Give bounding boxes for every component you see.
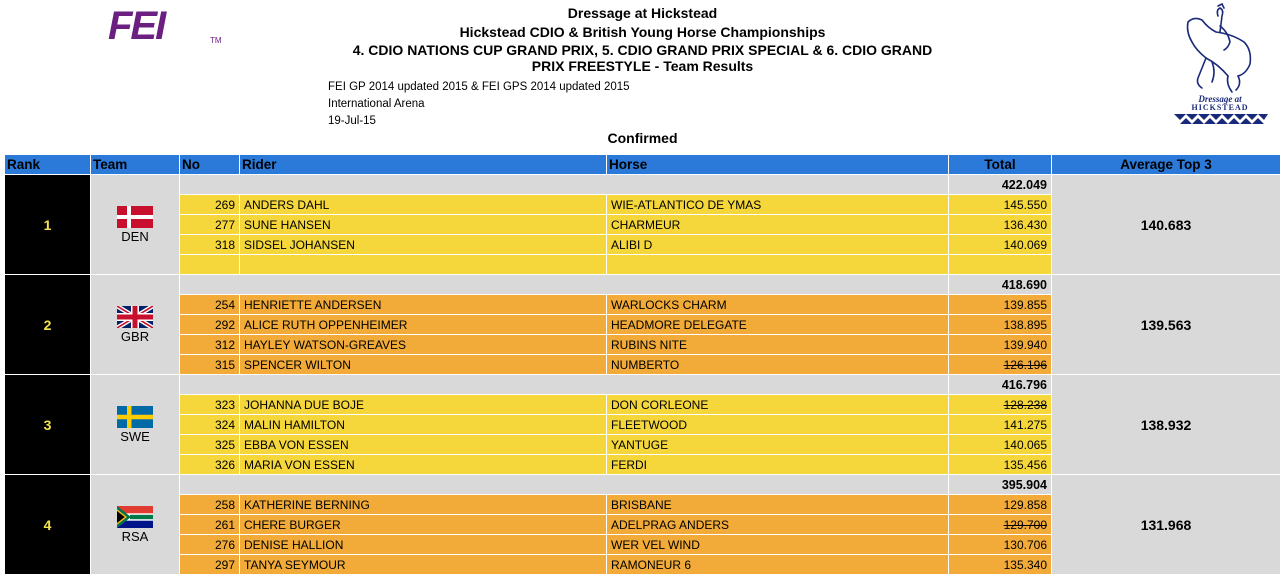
rider-total: 128.238 bbox=[949, 395, 1052, 415]
rider-number: 326 bbox=[180, 455, 240, 475]
horse-name: FERDI bbox=[607, 455, 949, 475]
rider-number: 258 bbox=[180, 495, 240, 515]
event-name-title: Hickstead CDIO & British Young Horse Championships bbox=[300, 23, 985, 42]
rank-cell: 2 bbox=[5, 275, 91, 375]
team-summary-row bbox=[5, 375, 1280, 395]
rider-total: 139.855 bbox=[949, 295, 1052, 315]
team-summary-row bbox=[5, 275, 1280, 295]
col-horse-header: Horse bbox=[607, 155, 949, 175]
team-total: 416.796 bbox=[949, 375, 1052, 395]
trademark-mark: TM bbox=[210, 36, 222, 45]
horse-name: ALIBI D bbox=[607, 235, 949, 255]
rider-number: 325 bbox=[180, 435, 240, 455]
rider-name: MARIA VON ESSEN bbox=[240, 455, 607, 475]
denmark-flag-icon bbox=[117, 206, 153, 228]
arena-name: International Arena bbox=[328, 96, 630, 113]
rider-number: 297 bbox=[180, 555, 240, 575]
rider-number: 269 bbox=[180, 195, 240, 215]
team-summary-blank bbox=[180, 475, 949, 495]
horse-name: BRISBANE bbox=[607, 495, 949, 515]
rider-name: JOHANNA DUE BOJE bbox=[240, 395, 607, 415]
rider-number: 315 bbox=[180, 355, 240, 375]
rider-total: 145.550 bbox=[949, 195, 1052, 215]
rider-total: 141.275 bbox=[949, 415, 1052, 435]
rider-number: 261 bbox=[180, 515, 240, 535]
average-top3: 131.968 bbox=[1052, 475, 1280, 575]
rider-number: 276 bbox=[180, 535, 240, 555]
col-rider-header: Rider bbox=[240, 155, 607, 175]
horse-name: WARLOCKS CHARM bbox=[607, 295, 949, 315]
rider-total: 139.940 bbox=[949, 335, 1052, 355]
rank-cell: 1 bbox=[5, 175, 91, 275]
team-code: GBR bbox=[95, 329, 175, 344]
horse-name: YANTUGE bbox=[607, 435, 949, 455]
sweden-flag-icon bbox=[117, 406, 153, 428]
horse-name: NUMBERTO bbox=[607, 355, 949, 375]
col-average-header: Average Top 3 bbox=[1052, 155, 1280, 175]
competition-title-line1: 4. CDIO NATIONS CUP GRAND PRIX, 5. CDIO GRAND PRIX SPECIAL & 6. CDIO GRAND bbox=[300, 42, 985, 58]
horse-name: RUBINS NITE bbox=[607, 335, 949, 355]
rider-total: 130.706 bbox=[949, 535, 1052, 555]
rider-number: 324 bbox=[180, 415, 240, 435]
rider-total bbox=[949, 255, 1052, 275]
hickstead-logo bbox=[1172, 2, 1268, 126]
horse-name: HEADMORE DELEGATE bbox=[607, 315, 949, 335]
rider-total: 138.895 bbox=[949, 315, 1052, 335]
fei-logo bbox=[108, 8, 220, 48]
south-africa-flag-icon bbox=[117, 506, 153, 528]
team-summary-row bbox=[5, 475, 1280, 495]
rider-name: ANDERS DAHL bbox=[240, 195, 607, 215]
team-code: SWE bbox=[95, 429, 175, 444]
competition-title-line2: PRIX FREESTYLE - Team Results bbox=[300, 58, 985, 74]
horse-name bbox=[607, 255, 949, 275]
rider-name: EBBA VON ESSEN bbox=[240, 435, 607, 455]
col-no-header: No bbox=[180, 155, 240, 175]
rider-total: 140.065 bbox=[949, 435, 1052, 455]
event-date: 19-Jul-15 bbox=[328, 113, 630, 130]
rank-cell: 3 bbox=[5, 375, 91, 475]
rider-number: 277 bbox=[180, 215, 240, 235]
rider-name: CHERE BURGER bbox=[240, 515, 607, 535]
team-summary-blank bbox=[180, 275, 949, 295]
rider-total: 135.340 bbox=[949, 555, 1052, 575]
team-cell bbox=[91, 275, 180, 375]
team-summary-blank bbox=[180, 175, 949, 195]
team-code: RSA bbox=[95, 529, 175, 544]
rider-name: ALICE RUTH OPPENHEIMER bbox=[240, 315, 607, 335]
rider-name: DENISE HALLION bbox=[240, 535, 607, 555]
rider-total: 129.700 bbox=[949, 515, 1052, 535]
team-cell bbox=[91, 175, 180, 275]
rider-total: 129.858 bbox=[949, 495, 1052, 515]
event-venue-title: Dressage at Hickstead bbox=[300, 4, 985, 23]
results-table bbox=[4, 154, 1280, 575]
team-cell bbox=[91, 375, 180, 475]
rider-number: 254 bbox=[180, 295, 240, 315]
horse-name: WER VEL WIND bbox=[607, 535, 949, 555]
rider-name: SPENCER WILTON bbox=[240, 355, 607, 375]
average-top3: 138.932 bbox=[1052, 375, 1280, 475]
team-summary-blank bbox=[180, 375, 949, 395]
rider-total: 140.069 bbox=[949, 235, 1052, 255]
hickstead-logo-line1: Dressage at bbox=[1172, 94, 1268, 104]
fei-logo-text: FEI bbox=[108, 4, 164, 49]
rider-total: 136.430 bbox=[949, 215, 1052, 235]
horse-name: RAMONEUR 6 bbox=[607, 555, 949, 575]
team-total: 418.690 bbox=[949, 275, 1052, 295]
rider-number: 323 bbox=[180, 395, 240, 415]
document-title bbox=[300, 4, 985, 74]
status-label: Confirmed bbox=[0, 130, 1280, 146]
uk-flag-icon bbox=[117, 306, 153, 328]
team-total: 422.049 bbox=[949, 175, 1052, 195]
horse-name: DON CORLEONE bbox=[607, 395, 949, 415]
rank-cell: 4 bbox=[5, 475, 91, 575]
rider-name: HAYLEY WATSON-GREAVES bbox=[240, 335, 607, 355]
col-rank-header: Rank bbox=[5, 155, 91, 175]
team-code: DEN bbox=[95, 229, 175, 244]
horse-name: FLEETWOOD bbox=[607, 415, 949, 435]
results-body bbox=[5, 175, 1280, 575]
team-total: 395.904 bbox=[949, 475, 1052, 495]
rider-name: HENRIETTE ANDERSEN bbox=[240, 295, 607, 315]
col-total-header: Total bbox=[949, 155, 1052, 175]
rider-name: KATHERINE BERNING bbox=[240, 495, 607, 515]
col-team-header: Team bbox=[91, 155, 180, 175]
horse-name: WIE-ATLANTICO DE YMAS bbox=[607, 195, 949, 215]
team-summary-row bbox=[5, 175, 1280, 195]
rider-total: 135.456 bbox=[949, 455, 1052, 475]
rider-number: 292 bbox=[180, 315, 240, 335]
test-version: FEI GP 2014 updated 2015 & FEI GPS 2014 updated 2015 bbox=[328, 79, 630, 96]
rider-name: SUNE HANSEN bbox=[240, 215, 607, 235]
rider-name bbox=[240, 255, 607, 275]
average-top3: 140.683 bbox=[1052, 175, 1280, 275]
average-top3: 139.563 bbox=[1052, 275, 1280, 375]
rider-name: SIDSEL JOHANSEN bbox=[240, 235, 607, 255]
rider-number: 312 bbox=[180, 335, 240, 355]
header-row bbox=[5, 155, 1280, 175]
rider-name: MALIN HAMILTON bbox=[240, 415, 607, 435]
rider-name: TANYA SEYMOUR bbox=[240, 555, 607, 575]
team-cell bbox=[91, 475, 180, 575]
rider-number: 318 bbox=[180, 235, 240, 255]
competition-meta bbox=[328, 79, 630, 130]
horse-name: CHARMEUR bbox=[607, 215, 949, 235]
rider-number bbox=[180, 255, 240, 275]
rider-total: 126.196 bbox=[949, 355, 1052, 375]
hickstead-logo-line2: HICKSTEAD bbox=[1172, 103, 1268, 112]
horse-name: ADELPRAG ANDERS bbox=[607, 515, 949, 535]
